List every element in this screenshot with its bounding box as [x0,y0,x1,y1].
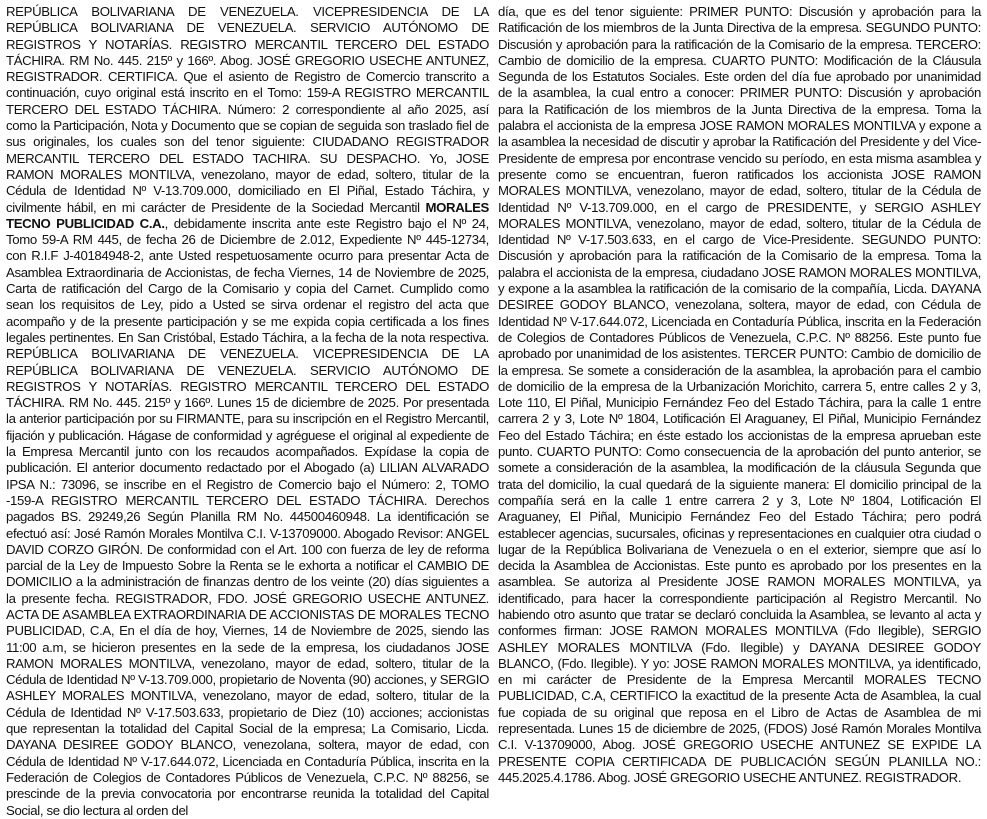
left-column [6,4,489,818]
notice-body-text: , debidamente inscrita ante este Registro bajo el Nº 24, Tomo 59-A RM 445, de fecha 26 de Diciembre de 2.012, Expediente Nº 445-12734, con R.I.F J-40184948-2, ante Usted respetuosamente ocurro para presentar Acta de Asamblea Extraordinaria de Accionistas, de fecha Viernes, 14 de Noviembre de 2025, Carta de ratificación del Cargo de la Comisario y copia del Carnet. Cumplido como sean los requisitos de Ley, pido a Usted se sirva ordenar el registro del acta que acompaño y de la presente participación y se me expida copia certificada a los fines legales pertinentes. En San Cristóbal, Estado Táchira, a la fecha de la nota respectiva. REPÚBLICA BOLIVARIANA DE VENEZUELA. VICEPRESIDENCIA DE LA REPÚBLICA BOLIVARIANA DE VENEZUELA. SERVICIO AUTÓNOMO DE REGISTROS Y NOTARÍAS. REGISTRO MERCANTIL TERCERO DEL ESTADO TÁCHIRA. RM No. 445. 215º y 166º. Lunes 15 de diciembre de 2025. Por presentada la anterior participación por su FIRMANTE, para su inscripción en el Registro Mercantil, fijación y publicación. Hágase de conformidad y agréguese el original al expediente de la Empresa Mercantil junto con los recaudos acompañados. Expídase la copia de publicación. El anterior documento redactado por el Abogado (a) LILIAN ALVARADO IPSA N.: 73096, se inscribe en el Registro de Comercio bajo el Número: 2, TOMO -159-A REGISTRO MERCANTIL TERCERO DEL ESTADO TÁCHIRA. Derechos pagados BS. 29249,26 Según Planilla RM No. 44500460948. La identificación se efectuó así: José Ramón Morales Montilva C.I. V-13709000. Abogado Revisor: ANGEL DAVID CORZO GIRÓN. De conformidad con el Art. 100 con fuerza de ley de reforma parcial de la Ley de Impuesto Sobre la Renta se le exhorta a notificar el CAMBIO DE DOMICILIO a la administración de finanzas dentro de los veinte (20) días siguientes a la presente fecha. REGISTRADOR, FDO. JOSÉ GREGORIO USECHE ANTUNEZ. ACTA DE ASAMBLEA EXTRAORDINARIA DE ACCIONISTAS DE MORALES TECNO PUBLICIDAD, C.A, En el día de hoy, Viernes, 14 de Noviembre de 2025, siendo las 11:00 a.m, se hicieron presentes en la sede de la empresa, los ciudadanos JOSE RAMON MORALES MONTILVA, venezolano, mayor de edad, soltero, titular de la Cédula de Identidad Nº V-13.709.000, propietario de Noventa (90) acciones, y SERGIO ASHLEY MORALES MONTILVA, venezolano, mayor de edad, soltero, titular de la Cédula de Identidad Nº V-17.503.633, propietario de Diez (10) acciones; accionistas que representan la totalidad del Capital Social de la empresa; La Comisario, Licda. DAYANA DESIREE GODOY BLANCO, venezolana, soltera, mayor de edad, con Cédula de Identidad Nº V-17.644.072, Licenciada en Contaduría Pública, inscrita en la Federación de Colegios de Contadores Públicos de Venezuela, C.P.C. Nº 88256, se prescinde de la previa convocatoria por encontrarse reunida la totalidad del Capital Social, se dio lectura al orden del [6,215,489,818]
right-column [498,4,981,798]
notice-opening-text: REPÚBLICA BOLIVARIANA DE VENEZUELA. VICEPRESIDENCIA DE LA REPÚBLICA BOLIVARIANA DE VENEZUELA. SERVICIO AUTÓNOMO DE REGISTROS Y NOTARÍAS. REGISTRO MERCANTIL TERCERO DEL ESTADO TÁCHIRA. RM No. 445. 215º y 166º. Abog. JOSÉ GREGORIO USECHE ANTUNEZ, REGISTRADOR. CERTIFICA. Que el asiento de Registro de Comercio transcrito a continuación, cuyo original está inscrito en el Tomo: 159-A REGISTRO MERCANTIL TERCERO DEL ESTADO TÁCHIRA. Número: 2 correspondiente al año 2025, así como la Participación, Nota y Documento que se copian de seguida son traslado fiel de sus originales, los cuales son del tenor siguiente: CIUDADANO REGISTRADOR MERCANTIL TERCERO DEL ESTADO TACHIRA. SU DESPACHO. Yo, JOSE RAMON MORALES MONTILVA, venezolano, mayor de edad, soltero, titular de la Cédula de Identidad Nº V-13.709.000, domiciliado en El Piñal, Estado Táchira, y civilmente hábil, en mi carácter de Presidente de la Sociedad Mercantil [6,4,489,215]
company-name-bold: MORALES TECNO PUBLICIDAD C.A. [6,199,489,231]
right-column-text: día, que es del tenor siguiente: PRIMER PUNTO: Discusión y aprobación para la Ratificación de los miembros de la Junta Directiva de la empresa. SEGUNDO PUNTO: Discusión y aprobación para la ratificación de la Comisario de la empresa. TERCERO: Cambio de domicilio de la empresa. CUARTO PUNTO: Modificación de la Cláusula Segunda de los Estatutos Sociales. Este orden del día fue aprobado por unanimidad de la asamblea, la cual entro a conocer: PRIMER PUNTO: Discusión y aprobación para la Ratificación de los miembros de la Junta Directiva de la empresa. Toma la palabra el accionista de la empresa JOSE RAMON MORALES MONTILVA y expone a la asamblea la necesidad de discutir y aprobar la Ratificación del Presidente y del Vice-Presidente de empresa por encontrase vencido su período, en esta misma asamblea y presente como se encuentran, fueron ratificados los accionista JOSE RAMON MORALES MONTILVA, venezolano, mayor de edad, soltero, titular de la Cédula de Identidad Nº V-13.709.000, en el cargo de PRESIDENTE, y SERGIO ASHLEY MORALES MONTILVA, venezolano, mayor de edad, soltero, titular de la Cédula de Identidad Nº V-17.503.633, en el cargo de Vice-Presidente. SEGUNDO PUNTO: Discusión y aprobación para la ratificación de la Comisario de la empresa. Toma la palabra el accionista de la empresa, ciudadano JOSE RAMON MORALES MONTILVA, y expone a la asamblea la ratificación de la comisario de la compañía, Licda. DAYANA DESIREE GODOY BLANCO, venezolana, soltera, mayor de edad, con Cédula de Identidad Nº V-17.644.072, Licenciada en Contaduría Pública, inscrita en la Federación de Colegios de Contadores Públicos de Venezuela, C.P.C. Nº 88256. Este punto fue aprobado por unanimidad de los asistentes. TERCER PUNTO: Cambio de domicilio de la empresa. Se somete a consideración de la asamblea, la aprobación para el cambio de domicilio de la empresa de la Urbanización Morichito, carrera 5, entre calles 2 y 3, Lote 110, El Piñal, Municipio Fernández Feo del Estado Táchira, para la calle 1 entre carrera 2 y 3, Lote Nº 1804, Lotificación El Araguaney, El Piñal, Municipio Fernández Feo del Estado Táchira; en éste estado los accionistas de la empresa aprueban este punto. CUARTO PUNTO: Como consecuencia de la aprobación del punto anterior, se somete a consideración de la asamblea, la modificación de la cláusula Segunda que trata del domicilio, la cual quedará de la siguiente manera: El domicilio principal de la compañía será en la calle 1 entre carrera 2 y 3, Lote Nº 1804, Lotificación El Araguaney, El Piñal, Municipio Fernández Feo del Estado Táchira; pero podrá establecer agencias, sucursales, oficinas y representaciones en cualquier otra ciudad o lugar de la República Bolivariana de Venezuela o en el exterior, siempre que así lo decida la Asamblea de Accionistas. Este punto es aprobado por los presentes en la asamblea. Se autoriza al Presidente JOSE RAMON MORALES MONTILVA, ya identificado, para hacer la correspondiente participación al Registro Mercantil. No habiendo otro asunto que tratar se declaró concluida la Asamblea, se levanto al acta y conformes firman: JOSE RAMON MORALES MONTILVA (Fdo Ilegible), SERGIO ASHLEY MORALES MONTILVA (Fdo. Ilegible) y DAYANA DESIREE GODOY BLANCO, (Fdo. Ilegible). Y yo: JOSE RAMON MORALES MONTILVA, ya identificado, en mi carácter de Presidente de la Empresa Mercantil MORALES TECNO PUBLICIDAD, C.A, CERTIFICO la exactitud de la presente Acta de Asamblea, la cual fue copiada de su original que reposa en el Libro de Actas de Asamblea de mi representada. Lunes 15 de diciembre de 2025, (FDOS) José Ramón Morales Montilva C.I. V-13709000, Abog. JOSÉ GREGORIO USECHE ANTUNEZ SE EXPIDE LA PRESENTE COPIA CERTIFICADA DE PUBLICACIÓN SEGÚN PLANILLA NO.: 445.2025.4.1786. Abog. JOSÉ GREGORIO USECHE ANTUNEZ. REGISTRADOR. [498,4,981,785]
left-column-text [6,4,489,819]
